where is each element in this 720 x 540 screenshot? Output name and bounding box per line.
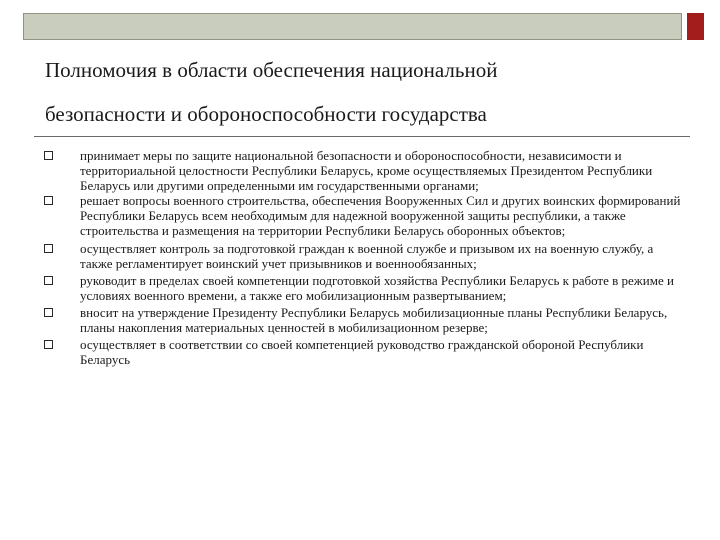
square-bullet-icon	[44, 276, 53, 285]
square-bullet-icon	[44, 308, 53, 317]
bullet-text-1: принимает меры по защите национальной безопасности и обороноспособности, независимости и территориальной целостности Республики Беларусь, кроме осуществляемых Президентом Республики Беларусь или другими определенными им государственными органами;	[80, 148, 653, 193]
bullet-text-4: руководит в пределах своей компетенции подготовкой хозяйства Республики Беларусь к работе в режиме и условиях военного времени, а также его мобилизационным развертыванием;	[80, 273, 674, 303]
bullet-item-1	[44, 148, 684, 193]
bullet-text-6: осуществляет в соответствии со своей компетенцией руководство гражданской обороной Республики Беларусь	[80, 337, 644, 367]
bullet-text-5: вносит на утверждение Президенту Республики Беларусь мобилизационные планы Республики Беларусь, планы накопления материальных ценностей в мобилизационном резерве;	[80, 305, 668, 335]
bullet-list	[44, 148, 684, 367]
square-bullet-icon	[44, 244, 53, 253]
square-bullet-icon	[44, 340, 53, 349]
title-line-2: безопасности и обороноспособности государства	[45, 102, 487, 126]
accent-square	[687, 13, 704, 40]
bullet-item-3	[44, 241, 684, 271]
bullet-text-2: решает вопросы военного строительства, обеспечения Вооруженных Сил и других воинских формирований Республики Беларусь всем необходимым для надежной вооруженной защиты республики, а также строительства и размещения на территории Республики Беларусь оборонных объектов;	[80, 193, 681, 238]
square-bullet-icon	[44, 196, 53, 205]
slide-title	[45, 48, 685, 136]
bullet-item-4	[44, 273, 684, 303]
header-bar	[23, 13, 682, 40]
square-bullet-icon	[44, 151, 53, 160]
bullet-item-5	[44, 305, 684, 335]
title-line-1: Полномочия в области обеспечения национальной	[45, 58, 498, 82]
bullet-item-6	[44, 337, 684, 367]
title-divider	[34, 136, 690, 137]
bullet-item-2	[44, 193, 684, 238]
bullet-text-3: осуществляет контроль за подготовкой граждан к военной службе и призывом их на военную службу, а также регламентирует воинский учет призывников и военнообязанных;	[80, 241, 654, 271]
